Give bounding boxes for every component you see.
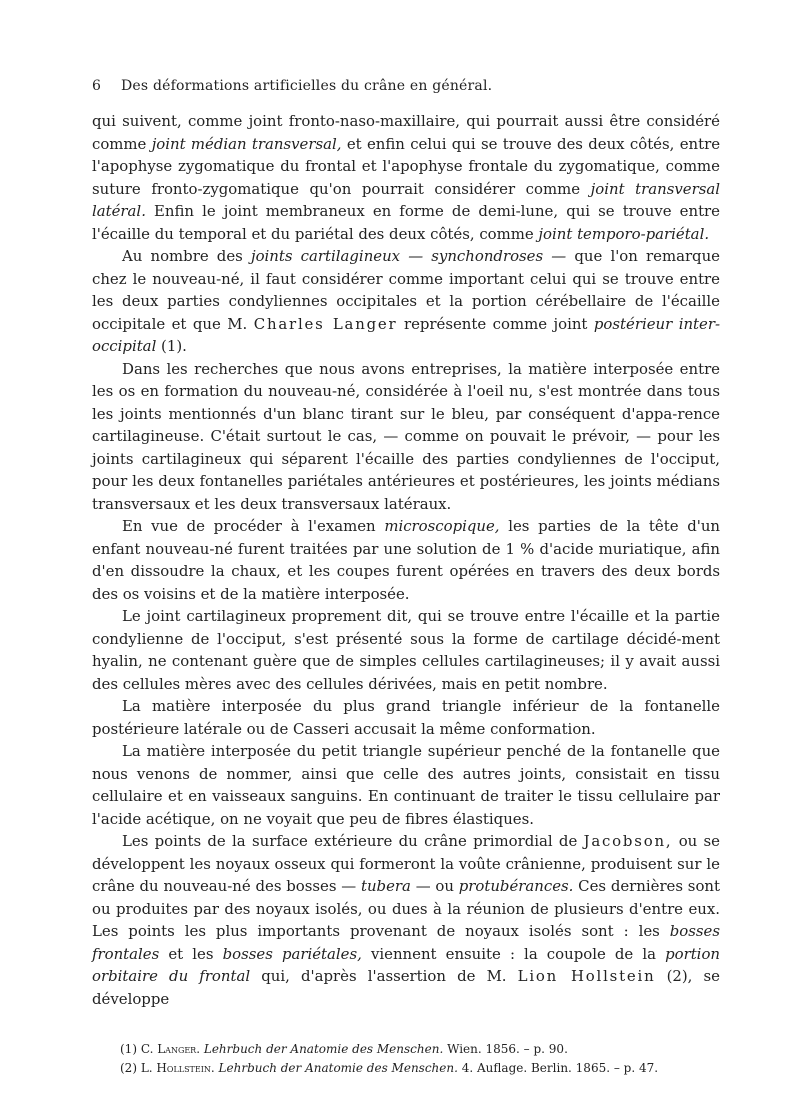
paragraph (92, 830, 720, 1010)
text-run: représente comme joint (397, 314, 594, 333)
italic-text: joint transversal latéral. (92, 179, 720, 220)
text-run: Ces dernières sont ou produites par des noyaux isolés, ou dues à la réunion de plusieurs d'entre eux. Les points les plus importants provenant de noyaux isolés sont : les (92, 877, 720, 940)
text-run: La matière interposée du plus grand triangle inférieur de la fontanelle postérieure latérale ou de Casseri accusait la même conformation. (92, 697, 720, 738)
text-run: Wien. 1856. – p. 90. (443, 1042, 568, 1056)
italic-text: protubérances. (458, 877, 574, 895)
reference-author: Hollstein. (156, 1061, 215, 1075)
text-run: qui suivent, comme joint fronto-naso-maxillaire, qui pourrait aussi être considéré comme (92, 112, 720, 153)
text-run: — ou (410, 877, 459, 895)
italic-text: joint médian transversal, (151, 134, 342, 153)
text-run: Enfin le joint membraneux en forme de demi-lune, qui se trouve entre l'écaille du temporal et du pariétal des deux côtés, comme (92, 202, 720, 243)
text-run: Le joint cartilagineux proprement dit, qui se trouve entre l'écaille et la partie condylienne de l'occiput, s'est présenté sous la forme de cartilage décidé-ment hyalin, ne contenant guère que de simples cellules cartilagineuses; il y avait aussi des cellules mères avec des cellules dérivées, mais en petit nombre. (92, 607, 720, 693)
text-run: La matière interposée du petit triangle supérieur penché de la fontanelle que nous venons de nommer, ainsi que celle des autres joints, consistait en tissu cellulaire et en vaisseaux sanguins. En continuant de traiter le tissu cellulaire par l'acide acétique, on ne voyait que peu de fibres élastiques. (92, 742, 720, 828)
footnote (120, 1040, 720, 1059)
paragraph (92, 110, 720, 245)
author-name: Charles Langer (253, 314, 398, 333)
italic-text: postérieur inter-occipital (92, 314, 721, 355)
text-run: (2) L. (120, 1061, 157, 1075)
paragraph (92, 605, 720, 695)
italic-text: joints cartilagineux — synchondroses — (250, 247, 567, 265)
italic-text: Lehrbuch der Anatomie des Menschen. (203, 1042, 444, 1056)
footnote (120, 1059, 720, 1078)
reference-author: Langer. (157, 1042, 201, 1056)
text-run: ou se développent les noyaux osseux qui formeront la voûte crânienne, produisent sur le crâne du nouveau-né des bosses — (92, 832, 720, 895)
text-run: les parties de la tête d'un enfant nouveau-né furent traitées par une solution de 1 % d'acide muriatique, afin d'en dissoudre la chaux, et les coupes furent opérées en travers des deux bords des os voisins et de la matière interposée. (92, 517, 721, 603)
text-run: et enfin celui qui se trouve des deux côtés, entre l'apophyse zygomatique du frontal et l'apophyse frontale du zygomatique, comme suture fronto-zygomatique qu'on pourrait considérer comme (92, 134, 721, 198)
paragraph (92, 358, 720, 516)
paragraph (92, 740, 720, 830)
italic-text: microscopique, (384, 517, 500, 535)
italic-text: joint temporo-pariétal. (538, 224, 710, 243)
text-run: et les (159, 944, 223, 963)
paragraph (92, 695, 720, 740)
italic-text: bosses frontales (92, 922, 720, 963)
text-run: En vue de procéder à l'examen (122, 517, 385, 535)
text-run: (2), se développe (92, 967, 720, 1008)
italic-text: Lehrbuch der Anatomie des Menschen. (218, 1061, 458, 1075)
text-run: Au nombre des (122, 247, 251, 265)
text-run: (1). (156, 337, 187, 355)
italic-text: tubera (360, 877, 411, 895)
italic-text: portion orbitaire du frontal (92, 944, 720, 985)
author-name: Lion Hollstein (517, 967, 656, 985)
body-text (92, 110, 720, 1010)
text-run: que l'on remarque chez le nouveau-né, il faut considérer comme important celui qui se trouve entre les deux parties condyliennes occipitales et la portion cérébellaire de l'écaille occipitale et que M. (92, 247, 720, 333)
author-name: Jacobson, (583, 832, 673, 850)
running-title: Des déformations artificielles du crâne en général. (121, 78, 493, 94)
text-run: 4. Auflage. Berlin. 1865. – p. 47. (457, 1061, 659, 1075)
text-run: Dans les recherches que nous avons entreprises, la matière interposée entre les os en formation du nouveau-né, considérée à l'oeil nu, s'est montrée dans tous les joints mentionnés d'un blanc tirant sur le bleu, par conséquent d'appa-rence cartilagineuse. C'était surtout le cas, — comme on pouvait le prévoir, — pour les joints cartilagineux qui séparent l'écaille des parties condyliennes de l'occiput, pour les deux fontanelles pariétales antérieures et postérieures, les joints médians transversaux et les deux transversaux latéraux. (92, 359, 720, 513)
footnotes (120, 1040, 720, 1078)
page-number: 6 (92, 78, 102, 94)
text-run: qui, d'après l'assertion de M. (250, 967, 518, 985)
text-run: (1) C. (120, 1042, 158, 1056)
paragraph (92, 515, 720, 605)
paragraph (92, 245, 720, 358)
italic-text: bosses pariétales, (222, 944, 362, 963)
text-run: viennent ensuite : la coupole de la (361, 944, 666, 963)
text-run: Les points de la surface extérieure du crâne primordial de (122, 832, 584, 850)
